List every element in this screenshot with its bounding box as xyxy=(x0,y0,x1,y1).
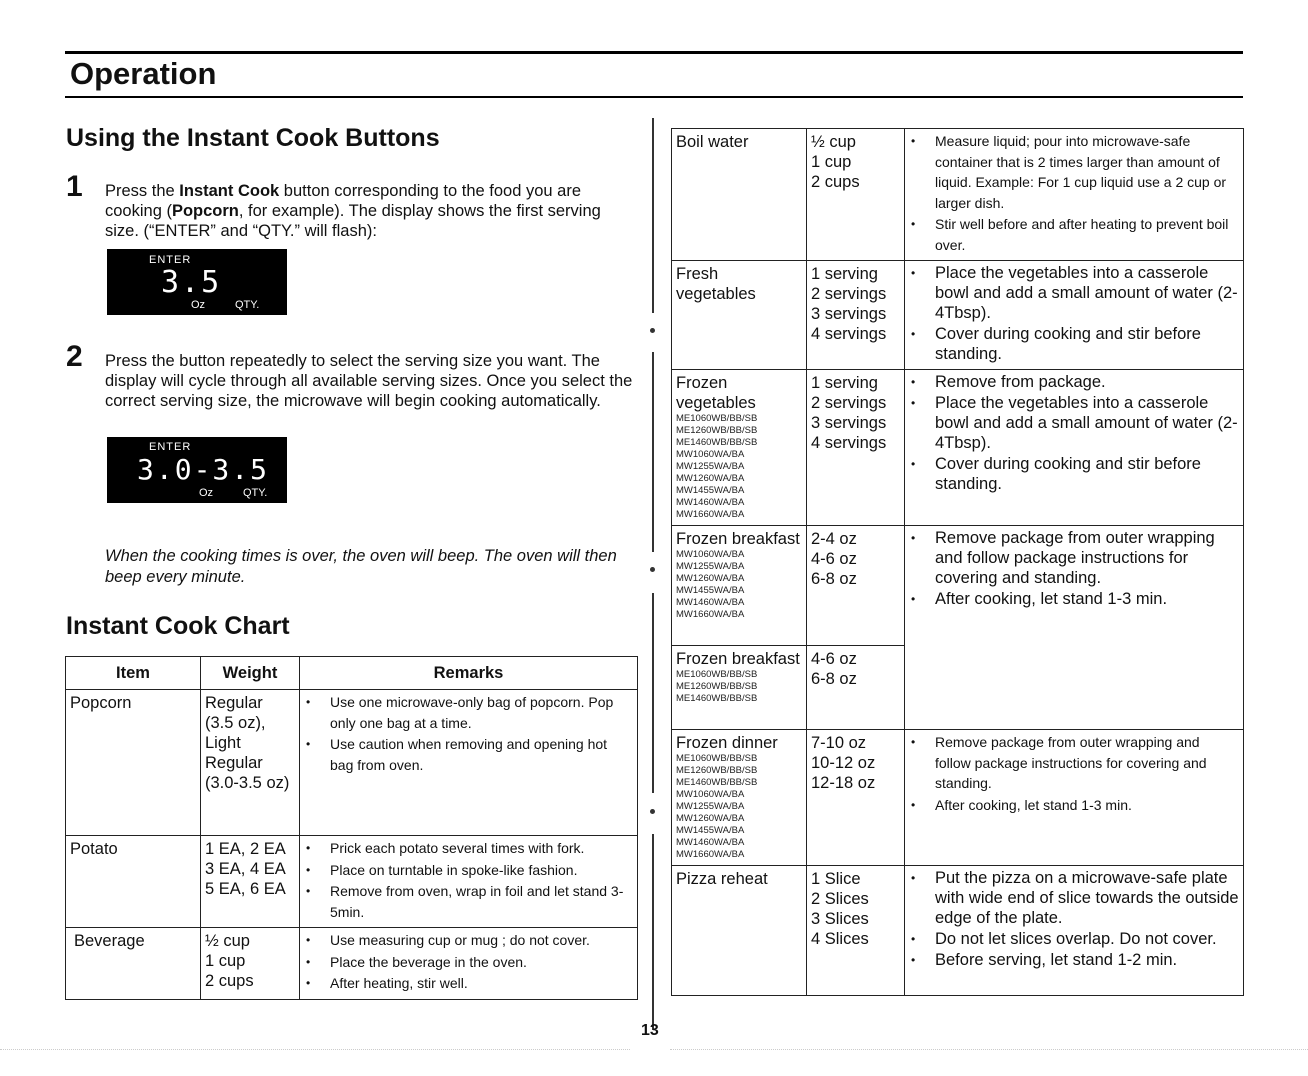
instant-cook-term: Instant Cook xyxy=(179,182,280,200)
remark-item: • Use one microwave-only bag of popcorn. Pop only one bag at a time. xyxy=(330,692,633,733)
step-2-number: 2 xyxy=(66,340,83,373)
model-list: ME1060WB/BB/SB ME1260WB/BB/SB ME1460WB/BB/SB MW1060WA/BA MW1255WA/BA MW1260WA/BA MW1455WA/BA MW1460WA/BA MW1660WA/BA xyxy=(676,413,758,520)
display-step-2 xyxy=(107,437,287,503)
display-qty-label: QTY. xyxy=(243,487,268,499)
left-chart-table xyxy=(65,656,638,1000)
remarks-list xyxy=(905,370,1243,499)
weight-cell: 1 serving 2 servings 3 servings 4 servings xyxy=(811,265,887,343)
remarks-list xyxy=(905,129,1243,260)
display-enter-label: ENTER xyxy=(149,441,192,453)
column-divider xyxy=(652,352,654,552)
remark-item: • Prick each potato several times with fork. xyxy=(330,838,633,859)
table-row xyxy=(66,928,638,1000)
column-header-remarks: Remarks xyxy=(300,657,638,690)
remarks-list xyxy=(300,928,637,999)
remarks-list xyxy=(905,526,1243,614)
item-cell: Pizza reheat xyxy=(676,870,768,888)
item-name: Frozen breakfast xyxy=(676,650,800,668)
beep-note: When the cooking times is over, the oven will beep. The oven will then beep every minute. xyxy=(105,547,617,586)
item-cell xyxy=(672,730,806,865)
title-underline xyxy=(65,96,1243,98)
item-cell xyxy=(672,370,806,525)
remark-item: • Place the beverage in the oven. xyxy=(330,952,633,973)
remarks-list xyxy=(300,836,637,927)
weight-cell: ½ cup 1 cup 2 cups xyxy=(205,932,254,990)
remarks-list xyxy=(300,690,637,780)
step-1-text-c: , for example). The display shows the first serving size. (“ENTER” and “QTY.” will flash): xyxy=(105,202,601,240)
remark-item: • After heating, stir well. xyxy=(330,973,633,994)
table-row xyxy=(672,866,1244,996)
remark-item: • Use measuring cup or mug ; do not cover. xyxy=(330,930,633,951)
divider-dot xyxy=(650,328,655,333)
remark-item: • After cooking, let stand 1-3 min. xyxy=(935,795,1239,816)
remarks-list xyxy=(905,261,1243,369)
weight-cell: 2-4 oz 4-6 oz 6-8 oz xyxy=(811,530,857,588)
weight-cell: ½ cup 1 cup 2 cups xyxy=(811,133,860,191)
item-name: Frozen vegetables xyxy=(676,374,756,412)
remark-item: • Stir well before and after heating to prevent boil over. xyxy=(935,214,1239,255)
weight-cell: 1 serving 2 servings 3 servings 4 servings xyxy=(811,374,887,452)
column-divider xyxy=(652,118,654,313)
display-digits: 3.0-3.5 xyxy=(137,453,270,486)
remarks-list xyxy=(905,866,1243,975)
remark-item: • Cover during cooking and stir before standing. xyxy=(935,324,1239,364)
remark-item: • After cooking, let stand 1-3 min. xyxy=(935,589,1239,609)
step-1-text xyxy=(105,181,635,241)
table-row xyxy=(672,730,1244,866)
right-chart-table xyxy=(671,128,1244,996)
model-list: MW1060WA/BA MW1255WA/BA MW1260WA/BA MW1455WA/BA MW1460WA/BA MW1660WA/BA xyxy=(676,549,745,620)
weight-cell: 4-6 oz 6-8 oz xyxy=(811,650,857,688)
remark-item: • Do not let slices overlap. Do not cover. xyxy=(935,929,1239,949)
step-1-text-a: Press the xyxy=(105,182,180,200)
item-cell: Fresh vegetables xyxy=(676,265,756,303)
remark-item: • Put the pizza on a microwave-safe plate with wide end of slice towards the outside edge of the plate. xyxy=(935,868,1239,928)
table-row xyxy=(672,370,1244,526)
display-step-1 xyxy=(107,249,287,315)
remark-item: • Use caution when removing and opening hot bag from oven. xyxy=(330,734,633,775)
remark-item: • Cover during cooking and stir before standing. xyxy=(935,454,1239,494)
item-cell xyxy=(672,646,806,709)
remark-item: • Measure liquid; pour into microwave-safe container that is 2 times larger than amount of liquid. Example: For 1 cup liquid use a 2 cup or larger dish. xyxy=(935,131,1239,213)
display-enter-label: ENTER xyxy=(149,254,192,266)
step-2-text: Press the button repeatedly to select the serving size you want. The display will cycle through all available serving sizes. Once you select the correct serving size, the microwave will begin cooking automatically. xyxy=(105,352,633,410)
item-name: Frozen dinner xyxy=(676,734,778,752)
remark-item: • Remove from package. xyxy=(935,372,1239,392)
remark-item: • Place the vegetables into a casserole bowl and add a small amount of water (2-4Tbsp). xyxy=(935,263,1239,323)
item-name: Frozen breakfast xyxy=(676,530,800,548)
section-title: Operation xyxy=(70,56,217,91)
remark-item: • Before serving, let stand 1-2 min. xyxy=(935,950,1239,970)
display-digits: 3.5 xyxy=(161,265,222,300)
display-unit-label: Oz xyxy=(199,487,214,499)
display-qty-label: QTY. xyxy=(235,299,260,311)
weight-cell: 1 Slice 2 Slices 3 Slices 4 Slices xyxy=(811,870,869,948)
footer-dotted-rule xyxy=(670,1049,1308,1051)
step-1-text-b: button corresponding to the food you are cooking ( xyxy=(105,182,582,220)
column-divider xyxy=(652,834,654,1030)
display-unit-label: Oz xyxy=(191,299,206,311)
column-header-item: Item xyxy=(66,657,201,690)
item-cell: Potato xyxy=(70,840,118,858)
remark-item: • Place the vegetables into a casserole bowl and add a small amount of water (2-4Tbsp). xyxy=(935,393,1239,453)
weight-cell: 7-10 oz 10-12 oz 12-18 oz xyxy=(811,734,876,792)
step-1-number: 1 xyxy=(66,170,83,203)
table-row xyxy=(672,129,1244,261)
top-rule xyxy=(65,51,1243,54)
instant-cook-chart-heading: Instant Cook Chart xyxy=(66,612,290,640)
remark-item: • Remove from oven, wrap in foil and let stand 3-5min. xyxy=(330,881,633,922)
instant-cook-heading: Using the Instant Cook Buttons xyxy=(66,124,440,152)
remark-item: • Place on turntable in spoke-like fashion. xyxy=(330,860,633,881)
remark-item: • Remove package from outer wrapping and follow package instructions for covering and standing. xyxy=(935,528,1239,588)
weight-cell: Regular (3.5 oz), Light Regular (3.0-3.5 oz) xyxy=(205,694,290,792)
divider-dot xyxy=(650,809,655,814)
column-header-weight: Weight xyxy=(201,657,300,690)
table-header-row xyxy=(66,657,638,690)
table-row xyxy=(672,261,1244,370)
remarks-list xyxy=(905,730,1243,820)
page-number: 13 xyxy=(641,1022,659,1039)
table-row xyxy=(672,526,1244,646)
table-row xyxy=(66,836,638,928)
remark-item: • Remove package from outer wrapping and follow package instructions for covering and standing. xyxy=(935,732,1239,794)
item-cell xyxy=(672,526,806,625)
popcorn-term: Popcorn xyxy=(171,202,239,220)
item-cell: Beverage xyxy=(74,932,145,950)
item-cell: Boil water xyxy=(676,133,749,151)
footer-dotted-rule xyxy=(0,1049,630,1051)
model-list: ME1060WB/BB/SB ME1260WB/BB/SB ME1460WB/BB/SB xyxy=(676,669,758,704)
item-cell: Popcorn xyxy=(70,694,132,712)
column-divider xyxy=(652,593,654,793)
weight-cell: 1 EA, 2 EA 3 EA, 4 EA 5 EA, 6 EA xyxy=(205,840,286,898)
table-row xyxy=(66,690,638,836)
divider-dot xyxy=(650,567,655,572)
model-list: ME1060WB/BB/SB ME1260WB/BB/SB ME1460WB/BB/SB MW1060WA/BA MW1255WA/BA MW1260WA/BA MW1455WA/BA MW1460WA/BA MW1660WA/BA xyxy=(676,753,758,860)
